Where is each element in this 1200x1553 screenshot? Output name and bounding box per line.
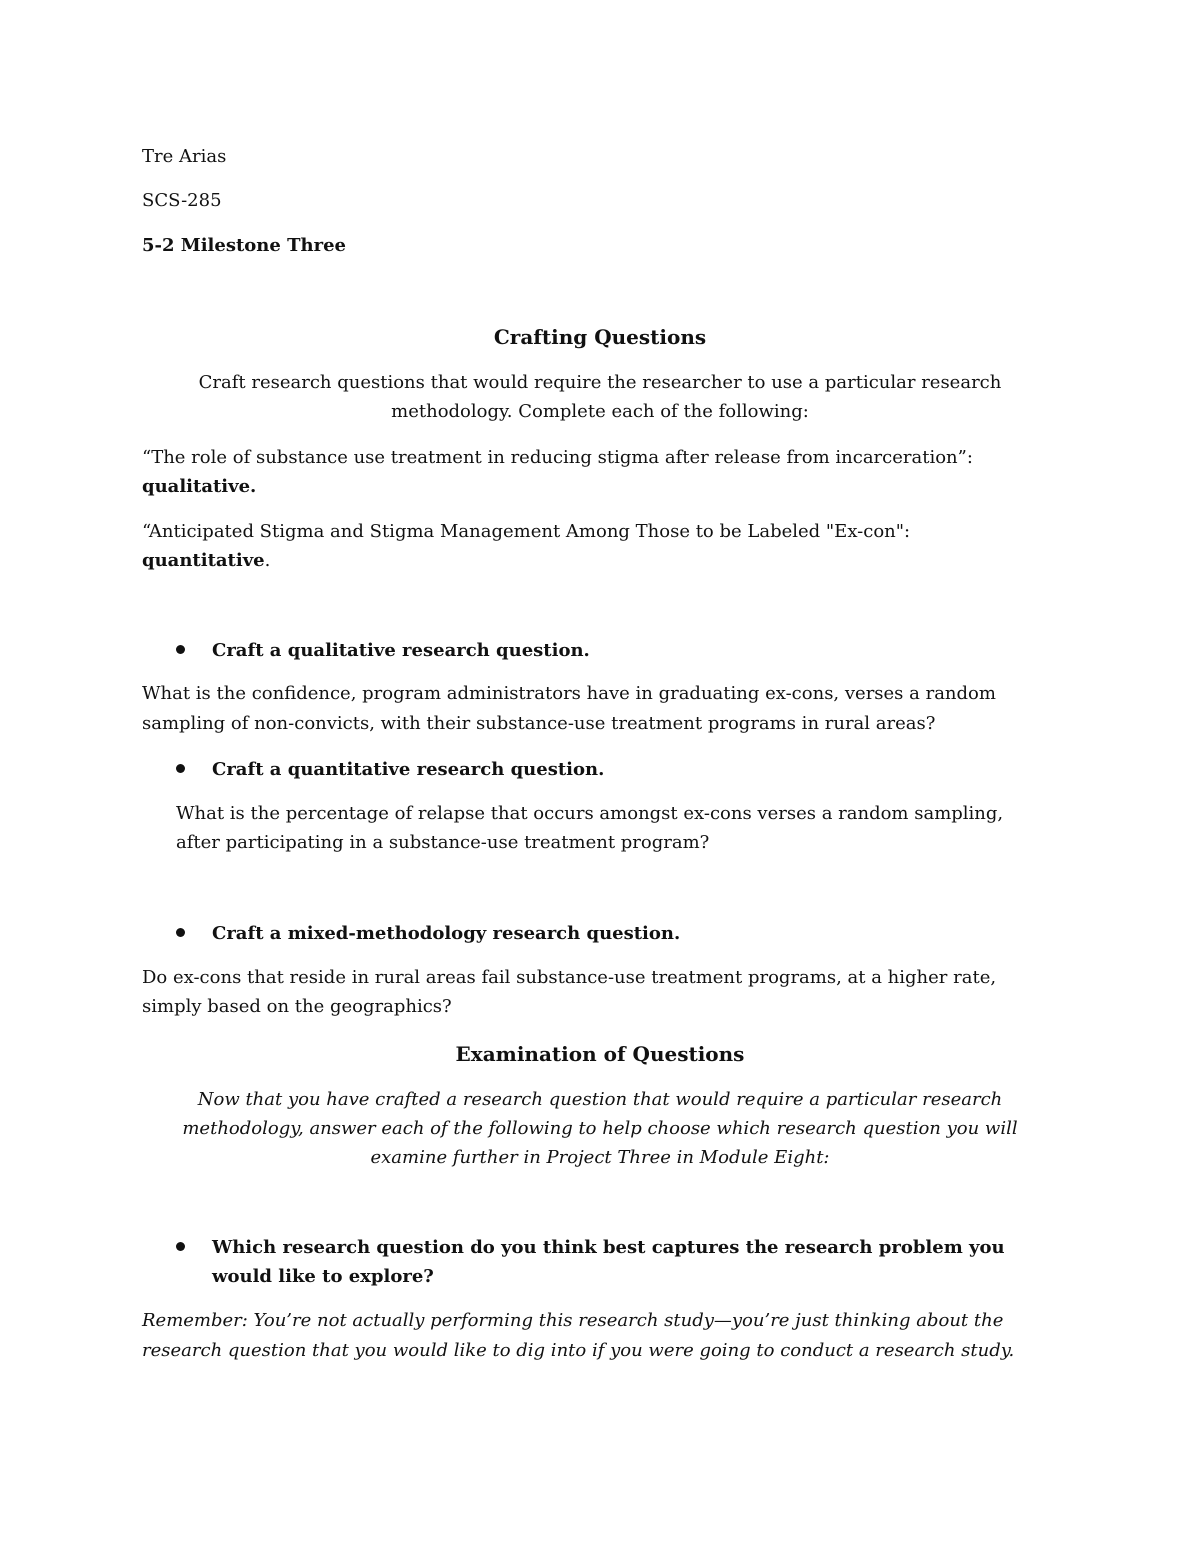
quantitative-answer-line-1: What is the percentage of relapse that occurs amongst ex-cons verses a random sampling, bbox=[176, 803, 1004, 824]
mixed-answer-line-2: simply based on the geographics? bbox=[142, 996, 452, 1017]
crafting-intro-line-1: Craft research questions that would require the researcher to use a particular research bbox=[198, 372, 1002, 393]
reminder-line-1: Remember: You’re not actually performing this research study—you’re just thinking about the bbox=[142, 1310, 1004, 1331]
bullet-icon bbox=[176, 645, 185, 654]
best-question-prompt-line-1: Which research question do you think best captures the research problem you bbox=[212, 1237, 1005, 1258]
section-heading-crafting: Crafting Questions bbox=[493, 325, 707, 349]
qualitative-prompt: Craft a qualitative research question. bbox=[212, 640, 590, 661]
example-1-title: “The role of substance use treatment in reducing stigma after release from incarceration”: bbox=[142, 447, 973, 468]
examination-intro-line-2: methodology, answer each of the following to help choose which research question you will bbox=[182, 1118, 1018, 1139]
mixed-answer-line-1: Do ex-cons that reside in rural areas fail substance-use treatment programs, at a higher rate, bbox=[142, 967, 997, 988]
reminder-line-2: research question that you would like to dig into if you were going to conduct a research study. bbox=[142, 1340, 1015, 1361]
best-question-prompt-line-2: would like to explore? bbox=[212, 1266, 434, 1287]
example-1-type: qualitative. bbox=[142, 476, 257, 497]
example-2-type-line bbox=[142, 546, 270, 576]
section-heading-examination: Examination of Questions bbox=[455, 1042, 745, 1066]
example-2-type: quantitative bbox=[142, 550, 265, 571]
quantitative-prompt: Craft a quantitative research question. bbox=[212, 759, 605, 780]
bullet-icon bbox=[176, 928, 185, 937]
examination-intro-line-3: examine further in Project Three in Module Eight: bbox=[370, 1147, 830, 1168]
bullet-icon bbox=[176, 1242, 185, 1251]
examination-intro-line-1: Now that you have crafted a research question that would require a particular research bbox=[197, 1089, 1003, 1110]
example-2-title: “Anticipated Stigma and Stigma Management Among Those to be Labeled "Ex-con": bbox=[142, 521, 911, 542]
assignment-title: 5-2 Milestone Three bbox=[142, 235, 346, 256]
mixed-methodology-prompt: Craft a mixed-methodology research question. bbox=[212, 923, 681, 944]
quantitative-answer-line-2: after participating in a substance-use treatment program? bbox=[176, 832, 710, 853]
crafting-intro-line-2: methodology. Complete each of the following: bbox=[391, 401, 809, 422]
author-name: Tre Arias bbox=[142, 146, 227, 167]
bullet-icon bbox=[176, 764, 185, 773]
course-code: SCS-285 bbox=[142, 190, 222, 211]
qualitative-answer-line-2: sampling of non-convicts, with their substance-use treatment programs in rural areas? bbox=[142, 713, 936, 734]
qualitative-answer-line-1: What is the confidence, program administrators have in graduating ex-cons, verses a random bbox=[142, 683, 996, 704]
example-2-period: . bbox=[264, 550, 271, 571]
